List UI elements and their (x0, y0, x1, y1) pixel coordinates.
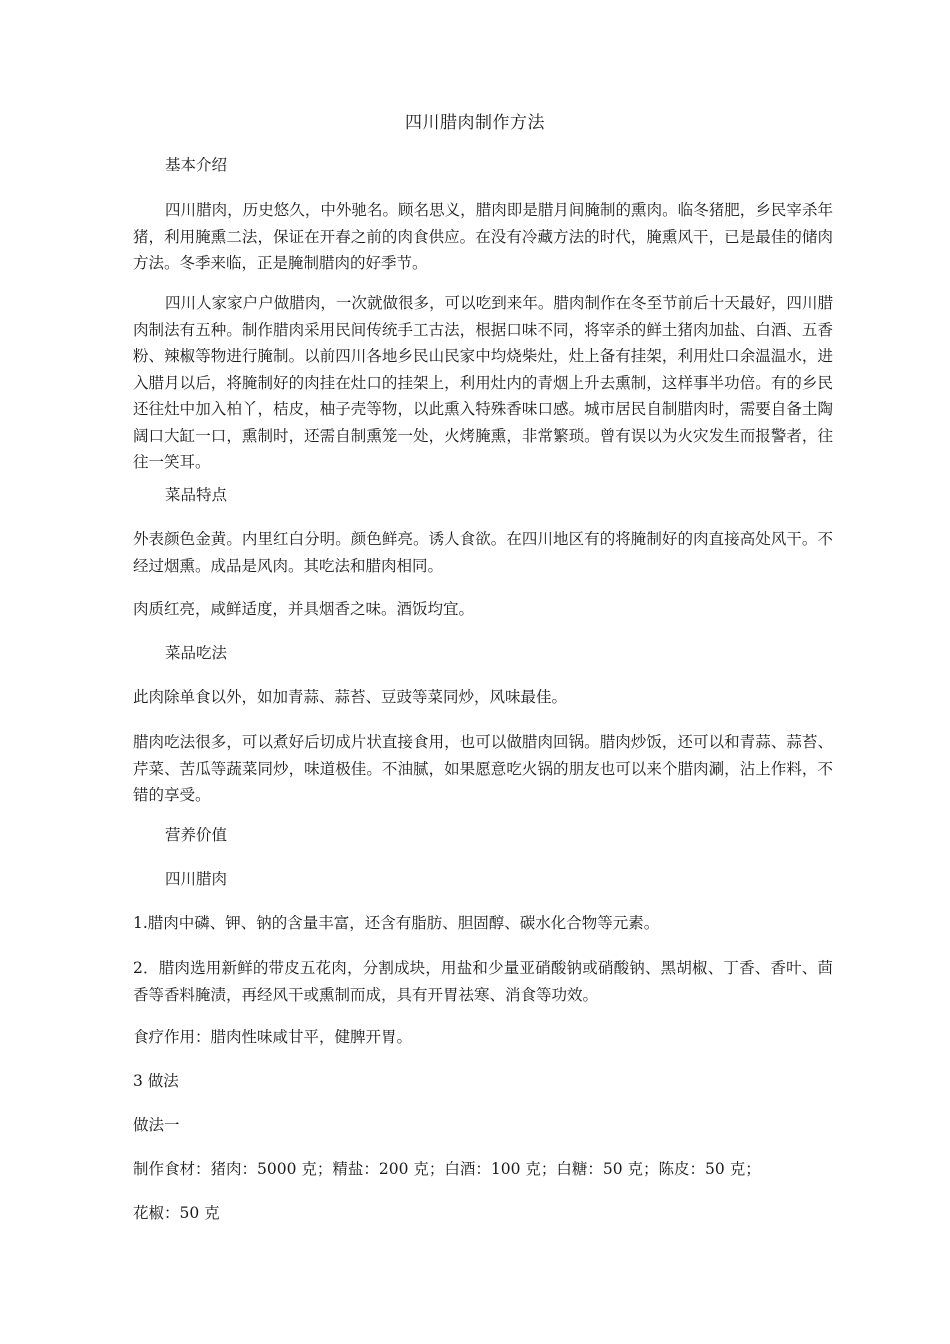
eating-paragraph-2: 腊肉吃法很多，可以煮好后切成片状直接食用，也可以做腊肉回锅。腊肉炒饭，还可以和青蒜、蒜苔、芹菜、苦瓜等蔬菜同炒，味道极佳。不油腻，如果愿意吃火锅的朋友也可以来个腊肉涮，沾上作料，不错的享受。 (133, 733, 833, 804)
features-paragraph-1: 外表颜色金黄。内里红白分明。颜色鲜亮。诱人食欲。在四川地区有的将腌制好的肉直接高处风干。不经过烟熏。成品是风肉。其吃法和腊肉相同。 (133, 530, 833, 575)
section-heading-nutrition: 营养价值 (165, 826, 228, 844)
subheading-sichuan-larou: 四川腊肉 (165, 870, 228, 888)
therapy-line: 食疗作用：腊肉性味咸甘平，健脾开胃。 (133, 1028, 413, 1046)
ingredients-line-2: 花椒：50 克 (133, 1204, 220, 1222)
method-one-heading: 做法一 (133, 1116, 180, 1134)
features-paragraph-2: 肉质红亮，咸鲜适度，并具烟香之味。酒饭均宜。 (133, 600, 475, 618)
intro-paragraph-2: 四川人家家户户做腊肉，一次就做很多，可以吃到来年。腊肉制作在冬至节前后十天最好，四川腊肉制法有五种。制作腊肉采用民间传统手工古法，根据口味不同，将宰杀的鲜土猪肉加盐、白酒、五香粉、辣椒等物进行腌制。以前四川各地乡民山民家中均烧柴灶，灶上备有挂架，利用灶口余温温水，进入腊月以后，将腌制好的肉挂在灶口的挂架上，利用灶内的青烟上升去熏制，这样事半功倍。有的乡民还往灶中加入柏丫，桔皮，柚子壳等物，以此熏入特殊香味口感。城市居民自制腊肉时，需要自备土陶阔口大缸一口，熏制时，还需自制熏笼一处，火烤腌熏，非常繁琐。曾有误以为火灾发生而报警者，往往一笑耳。 (133, 294, 833, 471)
page-title: 四川腊肉制作方法 (405, 113, 545, 133)
nutrition-paragraph-2: 2．腊肉选用新鲜的带皮五花肉，分割成块，用盐和少量亚硝酸钠或硝酸钠、黑胡椒、丁香、香叶、茴香等香料腌渍，再经风干或熏制而成，具有开胃祛寒、消食等功效。 (133, 959, 833, 1004)
method-heading: 3 做法 (133, 1072, 179, 1090)
intro-paragraph-1: 四川腊肉，历史悠久，中外驰名。顾名思义，腊肉即是腊月间腌制的熏肉。临冬猪肥，乡民宰杀年猪，利用腌熏二法，保证在开春之前的肉食供应。在没有冷藏方法的时代，腌熏风干，已是最佳的储肉方法。冬季来临，正是腌制腊肉的好季节。 (133, 201, 833, 272)
section-heading-intro: 基本介绍 (165, 156, 228, 174)
section-heading-features: 菜品特点 (165, 486, 228, 504)
nutrition-paragraph-1: 1.腊肉中磷、钾、钠的含量丰富，还含有脂肪、胆固醇、碳水化合物等元素。 (133, 914, 660, 932)
eating-paragraph-1: 此肉除单食以外，如加青蒜、蒜苔、豆豉等菜同炒，风味最佳。 (133, 688, 568, 706)
section-heading-eating: 菜品吃法 (165, 644, 228, 662)
ingredients-line-1: 制作食材：猪肉：5000 克；精盐：200 克；白酒：100 克；白糖：50 克；陈皮：50 克； (133, 1160, 761, 1178)
